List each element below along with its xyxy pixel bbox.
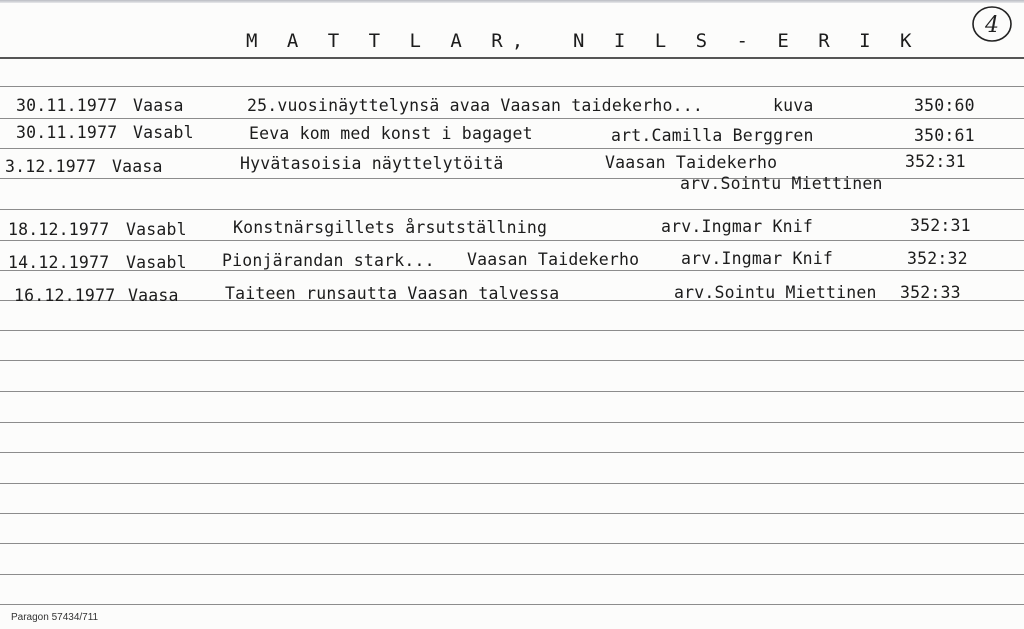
entry-ref: 350:60 <box>914 96 975 115</box>
ruled-line <box>0 452 1024 453</box>
entry-paper: Vasabl <box>126 220 187 239</box>
header-rule <box>0 57 1024 59</box>
ruled-line <box>0 240 1024 241</box>
card-number: 4 <box>985 13 999 38</box>
card-title: M A T T L A R, N I L S - E R I K <box>246 30 921 52</box>
entry-date: 30.11.1977 <box>16 96 118 115</box>
entry-credit: art.Camilla Berggren <box>611 126 814 145</box>
entry-title: Taiteen runsautta Vaasan talvessa <box>225 284 560 303</box>
entry-title: Pionjärandan stark... <box>222 251 435 270</box>
top-edge <box>0 0 1024 3</box>
ruled-line <box>0 543 1024 544</box>
entry-title: 25.vuosinäyttelynsä avaa Vaasan taidekerho... <box>247 96 704 115</box>
entry-credit: arv.Ingmar Knif <box>661 217 814 236</box>
ruled-line <box>0 574 1024 575</box>
entry-date: 30.11.1977 <box>16 123 118 142</box>
entry-ref: 352:31 <box>905 152 966 171</box>
ruled-line <box>0 360 1024 361</box>
entry-credit: arv.Ingmar Knif <box>681 249 834 268</box>
entry-paper: Vaasa <box>133 96 184 115</box>
entry-paper: Vasabl <box>126 253 187 272</box>
entry-paper: Vasabl <box>133 123 194 142</box>
ruled-line <box>0 422 1024 423</box>
entry-title: Konstnärsgillets årsutställning <box>233 218 548 237</box>
ruled-line <box>0 118 1024 119</box>
entry-paper: Vaasa <box>128 286 179 305</box>
card-footer: Paragon 57434/711 <box>11 612 99 623</box>
entry-date: 16.12.1977 <box>14 286 116 305</box>
entry-title: Hyvätasoisia näyttelytöitä <box>240 154 504 173</box>
entry-ref: 350:61 <box>914 126 975 145</box>
entry-date: 14.12.1977 <box>8 253 110 272</box>
entry-ref: 352:32 <box>907 249 968 268</box>
ruled-line <box>0 391 1024 392</box>
ruled-line <box>0 86 1024 87</box>
entry-credit: kuva <box>773 96 814 115</box>
ruled-line <box>0 330 1024 331</box>
card-number-circle <box>970 4 1014 44</box>
entry-title: Eeva kom med konst i bagaget <box>249 124 533 143</box>
entry-credit: arv.Sointu Miettinen <box>680 174 883 193</box>
ruled-line <box>0 209 1024 210</box>
entry-date: 3.12.1977 <box>5 157 97 176</box>
ruled-line <box>0 148 1024 149</box>
ruled-line <box>0 513 1024 514</box>
ruled-line <box>0 604 1024 605</box>
entry-credit: arv.Sointu Miettinen <box>674 283 877 302</box>
entry-ref: 352:33 <box>900 283 961 302</box>
entry-extra: Vaasan Taidekerho <box>605 153 778 172</box>
entry-date: 18.12.1977 <box>8 220 110 239</box>
ruled-line <box>0 483 1024 484</box>
entry-extra: Vaasan Taidekerho <box>467 250 640 269</box>
entry-ref: 352:31 <box>910 216 971 235</box>
entry-paper: Vaasa <box>112 157 163 176</box>
